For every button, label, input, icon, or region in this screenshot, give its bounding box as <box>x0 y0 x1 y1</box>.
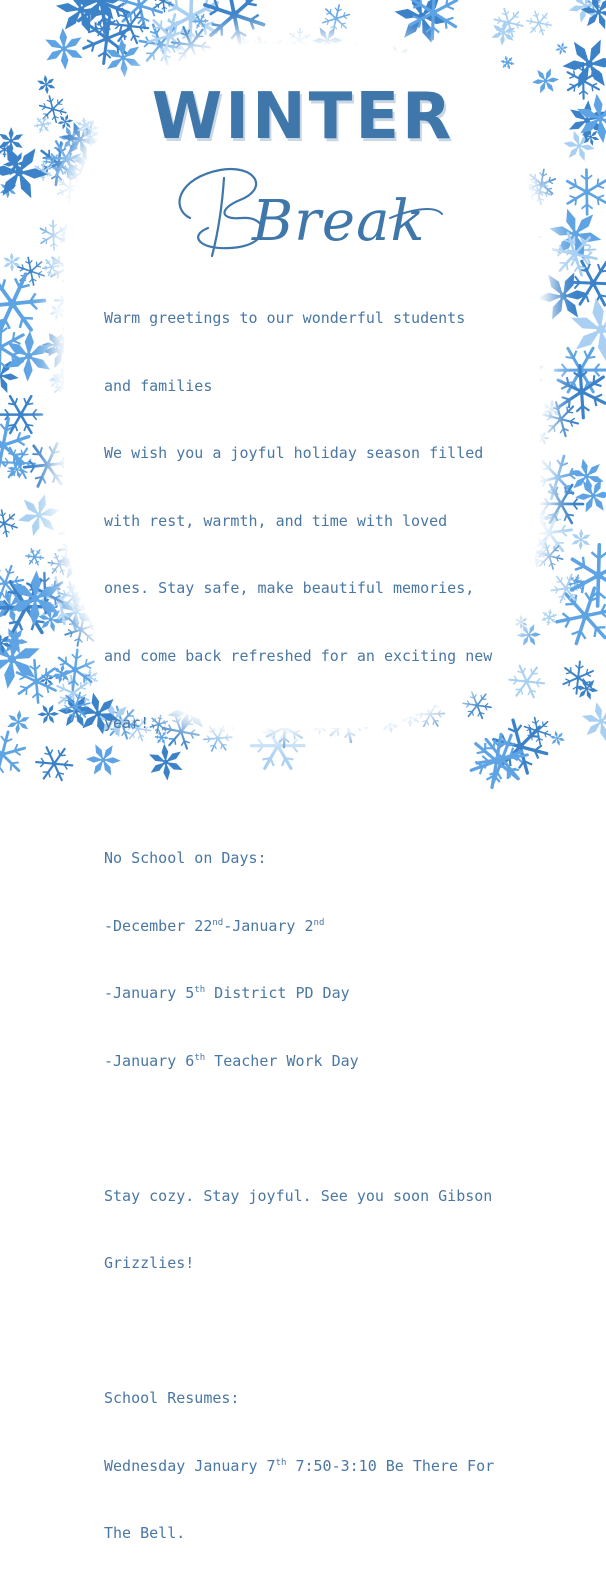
no-school-date: -January 5th District PD Day <box>104 982 544 1005</box>
greeting-line: Warm greetings to our wonderful students <box>104 307 544 330</box>
winter-break-flyer <box>0 0 606 771</box>
snowflake-icon <box>570 528 591 550</box>
snowflake-icon <box>573 694 606 749</box>
closing-line: Stay cozy. Stay joyful. See you soon Gibson <box>104 1185 544 1208</box>
closing-line: Grizzlies! <box>104 1252 544 1275</box>
resume-details: The Bell. <box>104 1522 544 1545</box>
resume-details: Wednesday January 7th 7:50-3:10 Be There For <box>104 1455 544 1478</box>
snowflake-icon <box>320 2 353 35</box>
no-school-date: -January 6th Teacher Work Day <box>104 1050 544 1073</box>
resume-heading: School Resumes: <box>104 1387 544 1410</box>
announcement-body <box>104 262 544 1590</box>
greeting-line: We wish you a joyful holiday season filled <box>104 442 544 465</box>
snowflake-icon <box>554 41 570 57</box>
snowflake-icon <box>571 673 603 705</box>
title-break-script <box>160 148 450 268</box>
greeting-line: and families <box>104 375 544 398</box>
snowflake-icon <box>0 249 25 275</box>
snowflake-icon <box>384 0 461 55</box>
snowflake-icon <box>23 545 47 569</box>
snowflake-icon <box>522 6 557 41</box>
greeting-line: with rest, warmth, and time with loved <box>104 510 544 533</box>
snowflake-icon <box>29 739 79 789</box>
no-school-date: -December 22nd-January 2nd <box>104 915 544 938</box>
snowflake-icon <box>556 162 606 223</box>
snowflake-icon <box>546 727 568 749</box>
title-winter: WINTER <box>0 80 606 154</box>
snowflake-icon <box>489 18 517 47</box>
snowflake-icon <box>0 386 50 444</box>
snowflake-icon <box>0 504 23 542</box>
snowflake-icon <box>0 726 30 782</box>
title-break-text: Break <box>251 189 425 254</box>
spacer <box>104 1320 544 1343</box>
greeting-line: year! <box>104 712 544 735</box>
snowflake-icon <box>547 569 585 608</box>
snowflake-icon <box>499 54 516 71</box>
snowflake-icon <box>13 489 65 542</box>
spacer <box>104 1117 544 1140</box>
spacer <box>104 780 544 803</box>
snowflake-icon <box>0 261 55 346</box>
greeting-line: and come back refreshed for an exciting new <box>104 645 544 668</box>
no-school-heading: No School on Days: <box>104 847 544 870</box>
snowflake-icon <box>107 0 172 38</box>
greeting-line: ones. Stay safe, make beautiful memories, <box>104 577 544 600</box>
